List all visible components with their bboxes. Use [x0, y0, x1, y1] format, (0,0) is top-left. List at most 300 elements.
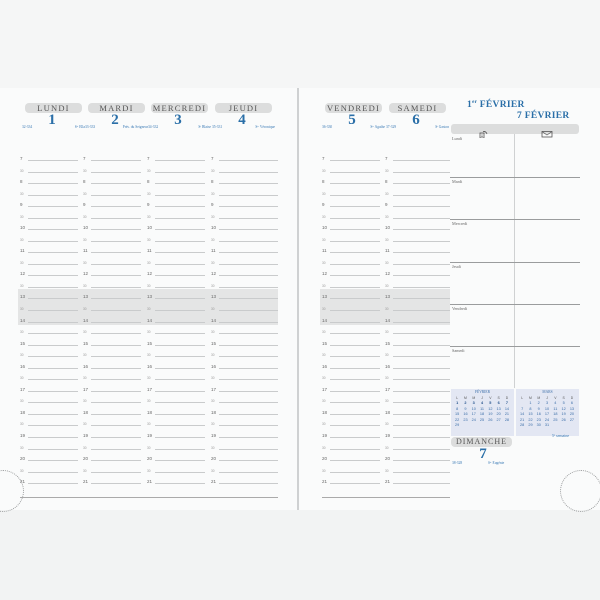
time-slot[interactable] [322, 405, 380, 416]
time-slot[interactable] [83, 289, 141, 300]
calendar-day[interactable]: 9 [537, 406, 540, 411]
time-slot[interactable] [385, 370, 450, 381]
time-slot[interactable] [147, 382, 205, 393]
day-of-year: 36-330 [322, 125, 333, 129]
calendar-day[interactable]: 12 [488, 406, 493, 411]
time-slot[interactable] [385, 474, 450, 485]
time-slot[interactable] [385, 209, 450, 220]
calendar-day[interactable]: 25 [553, 417, 558, 422]
calendar-day[interactable]: 28 [504, 417, 510, 422]
writing-line [28, 437, 78, 438]
time-slot[interactable] [211, 440, 278, 451]
time-slot[interactable] [211, 474, 278, 485]
writing-line [28, 229, 78, 230]
calendar-day[interactable]: 6 [570, 401, 573, 406]
background-bottom [0, 510, 600, 600]
calendar-day[interactable]: 28 [520, 423, 525, 428]
calendar-day[interactable]: 19 [488, 412, 493, 417]
time-slot[interactable] [211, 255, 278, 266]
writing-line [155, 460, 205, 461]
time-slot[interactable] [322, 197, 380, 208]
time-slot[interactable] [322, 382, 380, 393]
time-slot[interactable] [147, 463, 205, 474]
time-slot[interactable] [211, 232, 278, 243]
writing-line [91, 310, 141, 311]
time-slot[interactable] [20, 463, 78, 474]
time-slot[interactable] [211, 266, 278, 277]
time-slot[interactable] [83, 209, 141, 220]
calendar-day[interactable]: 1 [456, 401, 459, 406]
time-slot[interactable] [20, 474, 78, 485]
calendar-day[interactable]: 23 [463, 417, 468, 422]
time-label: 30 [385, 260, 389, 265]
time-slot[interactable] [322, 347, 380, 358]
time-slot[interactable] [211, 393, 278, 404]
mini-calendar-title: FÉVRIER [475, 390, 490, 394]
time-slot[interactable] [211, 151, 278, 162]
time-slot[interactable] [322, 440, 380, 451]
writing-line [155, 322, 205, 323]
calendar-day[interactable]: 26 [488, 417, 493, 422]
time-slot[interactable] [322, 209, 380, 220]
time-slot[interactable] [147, 336, 205, 347]
time-slot[interactable] [322, 313, 380, 324]
time-slot[interactable] [147, 359, 205, 370]
time-slot[interactable] [211, 463, 278, 474]
time-slot[interactable] [211, 209, 278, 220]
time-slot[interactable] [83, 255, 141, 266]
time-slot[interactable] [83, 266, 141, 277]
calendar-day[interactable]: 4 [554, 401, 557, 406]
time-slot[interactable] [385, 266, 450, 277]
time-slot[interactable] [83, 440, 141, 451]
time-slot[interactable] [147, 232, 205, 243]
time-label: 30 [20, 283, 24, 288]
calendar-day[interactable]: 7 [505, 401, 508, 406]
writing-line [155, 172, 205, 173]
time-slot[interactable] [147, 324, 205, 335]
writing-line [91, 402, 141, 403]
time-slot[interactable] [83, 278, 141, 289]
writing-line [219, 241, 278, 242]
calendar-day[interactable]: 21 [504, 412, 510, 417]
time-label: 30 [385, 422, 389, 427]
time-label: 30 [83, 422, 87, 427]
notes-area-lundi[interactable] [450, 136, 580, 176]
writing-line [393, 356, 450, 357]
writing-line [330, 310, 380, 311]
time-slot[interactable] [385, 186, 450, 197]
time-slot[interactable] [385, 278, 450, 289]
time-label: 10 [147, 225, 153, 231]
time-slot[interactable] [83, 151, 141, 162]
time-slot[interactable] [385, 255, 450, 266]
calendar-day[interactable]: 30 [536, 423, 541, 428]
time-slot[interactable] [385, 405, 450, 416]
time-slot[interactable] [322, 463, 380, 474]
time-slot[interactable] [385, 174, 450, 185]
calendar-day[interactable]: 15 [528, 412, 533, 417]
time-slot[interactable] [322, 393, 380, 404]
time-slot[interactable] [322, 474, 380, 485]
time-slot[interactable] [385, 359, 450, 370]
time-slot[interactable] [147, 151, 205, 162]
time-slot[interactable] [83, 186, 141, 197]
time-label: 8 [20, 179, 23, 185]
time-slot[interactable] [211, 451, 278, 462]
calendar-day[interactable]: 31 [544, 423, 550, 428]
writing-line [393, 483, 450, 484]
writing-line [28, 483, 78, 484]
time-slot[interactable] [385, 301, 450, 312]
calendar-day[interactable]: 20 [569, 412, 575, 417]
calendar-day[interactable]: 6 [497, 401, 500, 406]
time-label: 11 [385, 248, 390, 254]
time-slot[interactable] [322, 220, 380, 231]
time-label: 7 [83, 156, 86, 161]
calendar-day[interactable]: 27 [496, 417, 501, 422]
time-slot[interactable] [211, 428, 278, 439]
writing-line [91, 241, 141, 242]
time-slot[interactable] [211, 186, 278, 197]
time-slot[interactable] [385, 313, 450, 324]
calendar-day[interactable]: 3 [545, 401, 549, 406]
time-label: 30 [322, 330, 326, 335]
weekday-header: S [562, 396, 565, 400]
time-slot[interactable] [20, 359, 78, 370]
time-slot[interactable] [211, 174, 278, 185]
time-slot[interactable] [385, 382, 450, 393]
time-slot[interactable] [322, 278, 380, 289]
time-slot[interactable] [83, 382, 141, 393]
time-slot[interactable] [147, 289, 205, 300]
time-slot[interactable] [322, 151, 380, 162]
notes-area-mercredi[interactable] [450, 221, 580, 261]
calendar-day[interactable]: 12 [561, 406, 566, 411]
time-slot[interactable] [20, 186, 78, 197]
time-slot[interactable] [211, 289, 278, 300]
calendar-day[interactable]: 24 [544, 417, 550, 422]
time-slot[interactable] [211, 405, 278, 416]
time-slot[interactable] [147, 428, 205, 439]
time-slot[interactable] [83, 220, 141, 231]
time-slot[interactable] [322, 370, 380, 381]
time-label: 30 [83, 260, 87, 265]
writing-line [91, 379, 141, 380]
calendar-day[interactable]: 18 [479, 412, 485, 417]
calendar-day [503, 423, 511, 428]
calendar-day[interactable]: 9 [464, 406, 467, 411]
time-slot[interactable] [147, 266, 205, 277]
time-slot[interactable] [385, 197, 450, 208]
time-slot[interactable] [83, 359, 141, 370]
time-label: 13 [83, 294, 89, 300]
writing-line [155, 275, 205, 276]
time-slot[interactable] [147, 220, 205, 231]
calendar-day[interactable]: 8 [529, 406, 532, 411]
time-slot[interactable] [385, 393, 450, 404]
time-slot[interactable] [147, 440, 205, 451]
time-slot[interactable] [20, 209, 78, 220]
calendar-day [568, 423, 576, 428]
time-slot[interactable] [20, 370, 78, 381]
time-slot[interactable] [211, 382, 278, 393]
calendar-day[interactable]: 5 [562, 401, 565, 406]
time-slot[interactable] [322, 359, 380, 370]
time-slot[interactable] [322, 301, 380, 312]
time-slot[interactable] [20, 301, 78, 312]
time-slot[interactable] [385, 336, 450, 347]
time-slot[interactable] [385, 347, 450, 358]
time-slot[interactable] [83, 428, 141, 439]
time-slot[interactable] [211, 336, 278, 347]
time-slot[interactable] [385, 232, 450, 243]
calendar-day[interactable]: 5 [489, 401, 492, 406]
time-slot[interactable] [20, 313, 78, 324]
time-slot[interactable] [20, 163, 78, 174]
calendar-day[interactable]: 16 [536, 412, 541, 417]
time-slot[interactable] [83, 474, 141, 485]
calendar-day[interactable]: 23 [536, 417, 541, 422]
time-slot[interactable] [385, 163, 450, 174]
writing-line [219, 483, 278, 484]
writing-line [91, 483, 141, 484]
calendar-day[interactable]: 19 [561, 412, 566, 417]
time-slot[interactable] [147, 174, 205, 185]
time-slot[interactable] [211, 416, 278, 427]
time-slot[interactable] [385, 151, 450, 162]
time-slot[interactable] [385, 289, 450, 300]
time-slot[interactable] [147, 197, 205, 208]
time-label: 30 [83, 191, 87, 196]
notes-area-vendredi[interactable] [450, 306, 580, 346]
time-slot[interactable] [147, 405, 205, 416]
time-slot[interactable] [147, 451, 205, 462]
calendar-day[interactable]: 18 [553, 412, 558, 417]
time-slot[interactable] [147, 347, 205, 358]
writing-line [393, 310, 450, 311]
writing-line [91, 322, 141, 323]
calendar-day[interactable]: 15 [455, 412, 460, 417]
time-slot[interactable] [83, 313, 141, 324]
time-label: 12 [83, 271, 89, 277]
time-label: 30 [211, 168, 215, 173]
calendar-day[interactable]: 11 [480, 406, 485, 411]
calendar-day[interactable]: 16 [463, 412, 468, 417]
time-slot[interactable] [20, 336, 78, 347]
time-slot[interactable] [20, 174, 78, 185]
time-slot[interactable] [83, 347, 141, 358]
time-slot[interactable] [20, 232, 78, 243]
time-slot[interactable] [20, 220, 78, 231]
time-slot[interactable] [322, 266, 380, 277]
calendar-day[interactable]: 14 [520, 412, 525, 417]
time-slot[interactable] [83, 197, 141, 208]
time-slot[interactable] [211, 370, 278, 381]
time-slot[interactable] [211, 278, 278, 289]
mini-calendar-grid [453, 396, 511, 428]
calendar-day[interactable]: 13 [496, 406, 501, 411]
calendar-day[interactable]: 2 [537, 401, 540, 406]
time-slot[interactable] [322, 451, 380, 462]
time-slot[interactable] [83, 370, 141, 381]
calendar-day[interactable]: 7 [521, 406, 524, 411]
time-slot[interactable] [20, 416, 78, 427]
calendar-day[interactable]: 25 [479, 417, 485, 422]
time-slot[interactable] [385, 451, 450, 462]
time-slot[interactable] [147, 416, 205, 427]
time-slot[interactable] [385, 416, 450, 427]
time-slot[interactable] [322, 255, 380, 266]
time-slot[interactable] [147, 209, 205, 220]
time-slot[interactable] [385, 220, 450, 231]
time-slot[interactable] [322, 174, 380, 185]
calendar-day[interactable]: 11 [553, 406, 558, 411]
time-slot[interactable] [211, 197, 278, 208]
calendar-day[interactable]: 10 [544, 406, 550, 411]
time-slot[interactable] [147, 301, 205, 312]
sunday-saint: Sᵗᵉ Eugénie [488, 461, 505, 465]
time-slot[interactable] [83, 232, 141, 243]
time-slot[interactable] [147, 255, 205, 266]
time-slot[interactable] [322, 163, 380, 174]
calendar-day[interactable]: 10 [471, 406, 476, 411]
notes-area-mardi[interactable] [450, 179, 580, 219]
time-slot[interactable] [322, 324, 380, 335]
time-slot[interactable] [322, 232, 380, 243]
time-slot[interactable] [20, 324, 78, 335]
writing-line [219, 287, 278, 288]
calendar-day[interactable]: 17 [544, 412, 550, 417]
time-slot[interactable] [385, 243, 450, 254]
calendar-day[interactable]: 17 [471, 412, 476, 417]
time-slot[interactable] [211, 301, 278, 312]
time-slot[interactable] [211, 347, 278, 358]
writing-line [219, 310, 278, 311]
time-slot[interactable] [322, 243, 380, 254]
time-slot[interactable] [322, 428, 380, 439]
time-label: 21 [83, 479, 89, 485]
time-slot[interactable] [322, 289, 380, 300]
writing-line [330, 183, 380, 184]
calendar-day[interactable]: 26 [561, 417, 566, 422]
calendar-day [551, 423, 559, 428]
time-label: 16 [385, 363, 391, 369]
time-slot[interactable] [20, 347, 78, 358]
time-label: 12 [147, 271, 153, 277]
calendar-day[interactable]: 4 [480, 401, 484, 406]
time-slot[interactable] [20, 255, 78, 266]
time-slot[interactable] [211, 163, 278, 174]
writing-line [28, 333, 78, 334]
time-slot[interactable] [20, 428, 78, 439]
time-slot[interactable] [147, 313, 205, 324]
calendar-day[interactable]: 13 [569, 406, 575, 411]
time-slot[interactable] [147, 370, 205, 381]
time-slot[interactable] [83, 463, 141, 474]
time-slot[interactable] [20, 197, 78, 208]
writing-line [219, 298, 278, 299]
writing-line [393, 252, 450, 253]
time-slot[interactable] [20, 289, 78, 300]
time-slot[interactable] [211, 359, 278, 370]
time-slot[interactable] [20, 278, 78, 289]
time-slot[interactable] [211, 324, 278, 335]
time-slot[interactable] [20, 440, 78, 451]
calendar-day[interactable]: 22 [528, 417, 533, 422]
time-slot[interactable] [385, 428, 450, 439]
time-slot[interactable] [211, 220, 278, 231]
calendar-day[interactable]: 29 [455, 423, 460, 428]
calendar-day[interactable]: 14 [504, 406, 510, 411]
time-slot[interactable] [20, 405, 78, 416]
time-slot[interactable] [211, 313, 278, 324]
time-slot[interactable] [385, 440, 450, 451]
time-slot[interactable] [83, 243, 141, 254]
time-slot[interactable] [385, 463, 450, 474]
time-slot[interactable] [322, 416, 380, 427]
calendar-day[interactable]: 21 [520, 417, 525, 422]
calendar-day[interactable]: 1 [529, 401, 532, 406]
time-slot[interactable] [147, 163, 205, 174]
time-slot[interactable] [83, 174, 141, 185]
time-slot[interactable] [83, 324, 141, 335]
time-slot[interactable] [385, 324, 450, 335]
time-slot[interactable] [20, 151, 78, 162]
time-slot[interactable] [147, 278, 205, 289]
time-label: 15 [211, 340, 217, 346]
writing-line [330, 472, 380, 473]
time-slot[interactable] [20, 451, 78, 462]
time-label: 30 [322, 260, 326, 265]
notes-area-jeudi[interactable] [450, 264, 580, 304]
calendar-day[interactable]: 2 [464, 401, 467, 406]
notes-area-samedi[interactable] [450, 348, 580, 388]
time-slot[interactable] [83, 393, 141, 404]
time-slot[interactable] [211, 243, 278, 254]
writing-line [28, 218, 78, 219]
writing-line [393, 368, 450, 369]
time-slot[interactable] [147, 474, 205, 485]
time-slot[interactable] [20, 243, 78, 254]
time-slot[interactable] [147, 393, 205, 404]
time-slot[interactable] [83, 301, 141, 312]
calendar-day[interactable]: 27 [569, 417, 575, 422]
calendar-day[interactable]: 24 [471, 417, 476, 422]
time-label: 11 [147, 248, 152, 254]
time-slot[interactable] [83, 451, 141, 462]
time-slot[interactable] [83, 336, 141, 347]
time-slot[interactable] [83, 163, 141, 174]
calendar-day[interactable]: 22 [455, 417, 460, 422]
writing-line [91, 414, 141, 415]
calendar-day[interactable]: 3 [472, 401, 475, 406]
calendar-day[interactable]: 29 [528, 423, 533, 428]
time-slot[interactable] [20, 382, 78, 393]
time-slot[interactable] [147, 243, 205, 254]
time-slot[interactable] [322, 336, 380, 347]
time-label: 19 [322, 432, 328, 438]
time-slot[interactable] [83, 416, 141, 427]
time-slot[interactable] [20, 266, 78, 277]
time-slot[interactable] [20, 393, 78, 404]
time-slot[interactable] [147, 186, 205, 197]
calendar-day[interactable]: 20 [496, 412, 501, 417]
time-slot[interactable] [322, 186, 380, 197]
time-slot[interactable] [83, 405, 141, 416]
time-label: 21 [211, 479, 217, 485]
calendar-day[interactable]: 8 [456, 406, 459, 411]
